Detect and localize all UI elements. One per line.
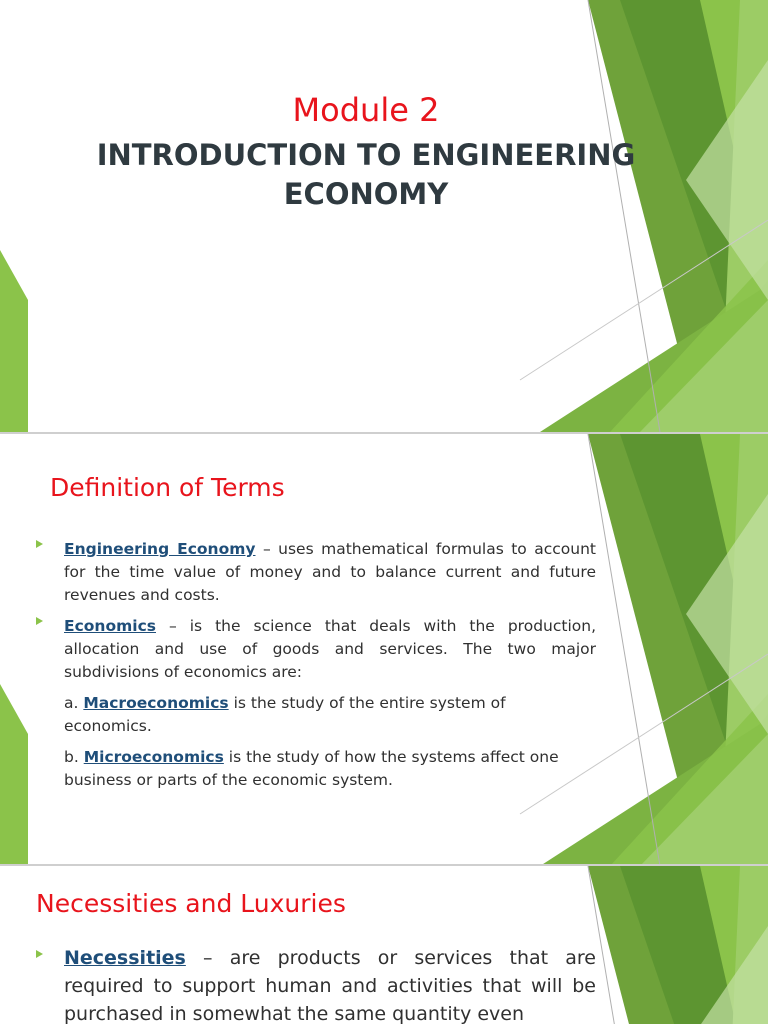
list-item bbox=[36, 538, 596, 610]
green-triangle-decoration bbox=[0, 0, 768, 432]
term-link[interactable]: Macroeconomics bbox=[83, 694, 229, 712]
list-item bbox=[36, 615, 596, 687]
title-line-1: INTRODUCTION TO ENGINEERING bbox=[96, 138, 636, 172]
module-label: Module 2 bbox=[292, 91, 440, 129]
arrow-bullet-icon bbox=[36, 617, 43, 625]
sub-item: a. Macroeconomics is the study of the entire system of economics. bbox=[64, 694, 506, 735]
term-link[interactable]: Economics bbox=[64, 617, 156, 635]
arrow-bullet-icon bbox=[36, 950, 43, 958]
list-item bbox=[36, 944, 596, 1024]
bullet-text: Economics – is the science that deals with the production, allocation and use of goods and services. The two major subdivisions of economics are: bbox=[64, 617, 596, 681]
arrow-bullet-icon bbox=[36, 540, 43, 548]
term-link[interactable]: Necessities bbox=[64, 947, 186, 969]
bullet-text: Necessities – are products or services that are required to support human and activities that will be purchased in somewhat the same quantity even bbox=[64, 947, 596, 1024]
section-heading: Definition of Terms bbox=[50, 473, 285, 502]
bullet-text: Engineering Economy – uses mathematical formulas to account for the time value of money and to balance current and future revenues and costs. bbox=[64, 540, 597, 604]
title-line-2: ECONOMY bbox=[283, 177, 449, 211]
term-link[interactable]: Microeconomics bbox=[83, 748, 224, 766]
slide-necessities bbox=[0, 866, 768, 1024]
page-title bbox=[80, 136, 652, 214]
term-link[interactable]: Engineering Economy bbox=[64, 540, 256, 558]
slide-title bbox=[0, 0, 768, 432]
section-heading: Necessities and Luxuries bbox=[36, 889, 346, 918]
slide-definitions bbox=[0, 434, 768, 864]
sub-item: b. Microeconomics is the study of how the systems affect one business or parts of the economic system. bbox=[64, 748, 559, 789]
